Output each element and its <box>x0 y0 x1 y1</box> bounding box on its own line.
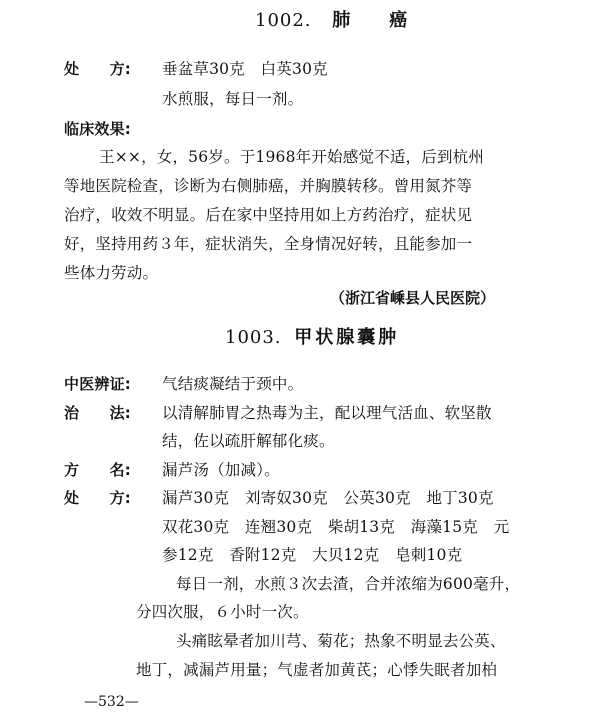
treatment-method-label: 治 法: <box>64 404 131 422</box>
prescription-line: 双花30克 连翘30克 柴胡13克 海藻15克 元 <box>162 518 510 536</box>
prescription-line: 水煎服，每日一剂。 <box>162 90 304 108</box>
prescription-line: 参12克 香附12克 大贝12克 皂刺10克 <box>162 546 463 564</box>
case-text-line: 等地医院检查，诊断为右侧肺癌，并胸膜转移。曾用氮芥等 <box>64 177 473 195</box>
entry-title-1003 <box>225 327 399 349</box>
tcm-diagnosis-label: 中医辨证: <box>64 375 131 393</box>
case-text-line: 治疗，收效不明显。后在家中坚持用如上方药治疗，症状见 <box>64 206 473 224</box>
prescription-line: 漏芦30克 刘寄奴30克 公英30克 地丁30克 <box>162 489 494 507</box>
recipe-name-label: 方 名: <box>64 461 131 479</box>
entry-number: 1003. <box>225 327 282 348</box>
source-attribution: （浙江省嵊县人民医院） <box>330 289 496 307</box>
prescription-line: 垂盆草30克 白英30克 <box>162 60 328 78</box>
prescription-label: 处 方: <box>64 489 131 507</box>
prescription-line: 每日一剂，水煎３次去渣，合并浓缩为600毫升， <box>176 575 521 593</box>
prescription-line: 分四次服，６小时一次。 <box>136 603 309 621</box>
clinical-effect-label: 临床效果: <box>64 120 131 138</box>
case-text-line: 王××，女，56岁。于1968年开始感觉不适，后到杭州 <box>99 148 485 166</box>
prescription-label: 处 方: <box>64 60 131 78</box>
entry-name: 肺 癌 <box>332 10 409 31</box>
recipe-name-text: 漏芦汤（加减）。 <box>162 461 280 479</box>
prescription-line: 头痛眩晕者加川芎、菊花；热象不明显去公英、 <box>176 632 506 650</box>
treatment-method-line: 结，佐以疏肝解郁化痰。 <box>162 432 335 450</box>
case-text-line: 好，坚持用药３年，症状消失，全身情况好转，且能参加一 <box>64 235 473 253</box>
page-number: —532— <box>84 694 139 710</box>
treatment-method-line: 以清解肺胃之热毒为主，配以理气活血、软坚散 <box>162 404 492 422</box>
case-text-line: 些体力劳动。 <box>64 264 159 282</box>
tcm-diagnosis-text: 气结痰凝结于颈中。 <box>162 375 304 393</box>
entry-number: 1002. <box>255 10 312 31</box>
entry-name: 甲状腺囊肿 <box>294 327 400 348</box>
prescription-line: 地丁，减漏芦用量；气虚者加黄芪；心悸失眠者加柏 <box>136 661 498 679</box>
entry-title-1002 <box>255 10 408 32</box>
